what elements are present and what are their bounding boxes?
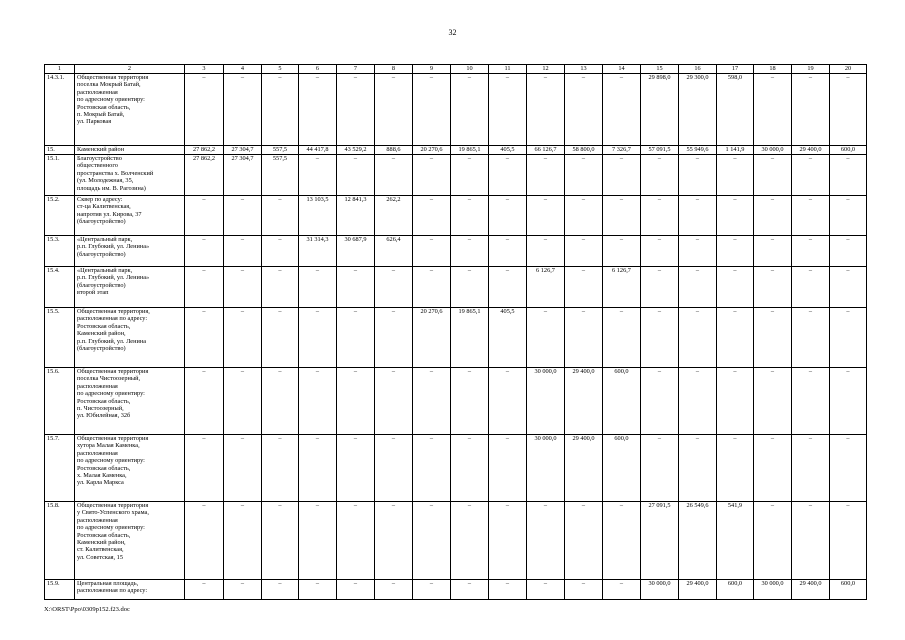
table-row: [45, 146, 867, 155]
value-cell: –: [185, 308, 224, 368]
value-cell: –: [262, 368, 299, 435]
table-row: [45, 580, 867, 600]
table-row: [45, 308, 867, 368]
value-cell: –: [641, 267, 679, 308]
value-cell: –: [224, 580, 262, 600]
row-code-cell: 15.1.: [45, 155, 75, 196]
column-number-cell: 1: [45, 65, 75, 74]
value-cell: –: [451, 502, 489, 580]
value-cell: –: [830, 236, 867, 267]
value-cell: –: [337, 502, 375, 580]
value-cell: –: [451, 196, 489, 236]
value-cell: –: [603, 502, 641, 580]
value-cell: –: [489, 435, 527, 502]
value-cell: –: [754, 74, 792, 146]
value-cell: –: [413, 74, 451, 146]
value-cell: –: [754, 368, 792, 435]
column-number-cell: 10: [451, 65, 489, 74]
value-cell: –: [792, 308, 830, 368]
row-name-cell: «Центральный парк, р.п. Глубокий, ул. Ленина» (благоустройство) второй этап: [75, 267, 185, 308]
value-cell: –: [224, 435, 262, 502]
value-cell: –: [527, 236, 565, 267]
value-cell: 598,0: [717, 74, 754, 146]
value-cell: –: [375, 74, 413, 146]
value-cell: –: [830, 502, 867, 580]
table-row: [45, 236, 867, 267]
value-cell: –: [717, 155, 754, 196]
value-cell: –: [603, 155, 641, 196]
value-cell: –: [489, 155, 527, 196]
value-cell: –: [185, 74, 224, 146]
value-cell: –: [489, 196, 527, 236]
column-number-cell: 15: [641, 65, 679, 74]
value-cell: –: [337, 580, 375, 600]
value-cell: –: [754, 236, 792, 267]
column-number-cell: 6: [299, 65, 337, 74]
value-cell: –: [224, 308, 262, 368]
column-number-row: [45, 65, 867, 74]
value-cell: –: [527, 308, 565, 368]
value-cell: 7 326,7: [603, 146, 641, 155]
column-number-cell: 16: [679, 65, 717, 74]
row-name-cell: «Центральный парк, р.п. Глубокий, ул. Ленина» (благоустройство): [75, 236, 185, 267]
value-cell: –: [451, 580, 489, 600]
row-name-cell: Общественная территория, расположенная по адресу: Ростовская область, Каменский район, р.п. Глубокий, ул. Ленина (благоустройство): [75, 308, 185, 368]
column-number-cell: 3: [185, 65, 224, 74]
table-row: [45, 155, 867, 196]
value-cell: 600,0: [603, 435, 641, 502]
value-cell: –: [489, 74, 527, 146]
row-name-cell: Благоустройство общественного пространства х. Волченский (ул. Молодежная, 35, площадь им. В. Рагозина): [75, 155, 185, 196]
value-cell: –: [830, 308, 867, 368]
value-cell: –: [262, 435, 299, 502]
value-cell: –: [679, 308, 717, 368]
table-row: [45, 368, 867, 435]
value-cell: –: [565, 155, 603, 196]
value-cell: –: [185, 267, 224, 308]
value-cell: –: [603, 580, 641, 600]
value-cell: 31 314,3: [299, 236, 337, 267]
value-cell: 29 400,0: [792, 146, 830, 155]
value-cell: –: [641, 435, 679, 502]
value-cell: –: [224, 196, 262, 236]
value-cell: –: [679, 155, 717, 196]
value-cell: –: [641, 308, 679, 368]
column-number-cell: 18: [754, 65, 792, 74]
row-name-cell: Общественная территория хутора Малая Каменка, расположенная по адресному ориентиру: Ростовская область, х. Малая Каменка, ул. Карла Маркса: [75, 435, 185, 502]
value-cell: –: [565, 308, 603, 368]
value-cell: –: [679, 196, 717, 236]
value-cell: 20 270,6: [413, 146, 451, 155]
value-cell: –: [679, 435, 717, 502]
value-cell: –: [489, 236, 527, 267]
value-cell: –: [262, 196, 299, 236]
value-cell: –: [413, 580, 451, 600]
budget-table-container: [44, 64, 860, 600]
value-cell: –: [451, 155, 489, 196]
value-cell: –: [565, 580, 603, 600]
value-cell: –: [224, 74, 262, 146]
value-cell: –: [792, 155, 830, 196]
value-cell: –: [413, 155, 451, 196]
value-cell: –: [489, 267, 527, 308]
value-cell: 626,4: [375, 236, 413, 267]
value-cell: –: [830, 196, 867, 236]
value-cell: 30 000,0: [754, 580, 792, 600]
row-code-cell: 15.4.: [45, 267, 75, 308]
value-cell: –: [754, 267, 792, 308]
value-cell: –: [565, 267, 603, 308]
value-cell: –: [679, 236, 717, 267]
value-cell: –: [641, 368, 679, 435]
row-name-cell: Каменский район: [75, 146, 185, 155]
value-cell: –: [262, 236, 299, 267]
value-cell: –: [413, 236, 451, 267]
value-cell: –: [185, 435, 224, 502]
value-cell: 27 304,7: [224, 155, 262, 196]
value-cell: –: [754, 308, 792, 368]
value-cell: 19 865,1: [451, 146, 489, 155]
value-cell: 27 862,2: [185, 155, 224, 196]
value-cell: –: [299, 368, 337, 435]
value-cell: –: [337, 74, 375, 146]
value-cell: –: [299, 502, 337, 580]
value-cell: –: [451, 435, 489, 502]
value-cell: –: [299, 435, 337, 502]
value-cell: 55 949,6: [679, 146, 717, 155]
table-row: [45, 267, 867, 308]
value-cell: –: [299, 267, 337, 308]
value-cell: –: [792, 267, 830, 308]
column-number-cell: 20: [830, 65, 867, 74]
value-cell: –: [527, 196, 565, 236]
value-cell: –: [337, 435, 375, 502]
value-cell: 29 400,0: [792, 580, 830, 600]
value-cell: 600,0: [830, 146, 867, 155]
value-cell: 557,5: [262, 155, 299, 196]
value-cell: –: [717, 368, 754, 435]
value-cell: 27 304,7: [224, 146, 262, 155]
value-cell: –: [375, 502, 413, 580]
value-cell: –: [565, 502, 603, 580]
value-cell: –: [754, 196, 792, 236]
value-cell: –: [375, 308, 413, 368]
value-cell: –: [451, 267, 489, 308]
value-cell: –: [337, 267, 375, 308]
value-cell: –: [603, 74, 641, 146]
value-cell: –: [262, 308, 299, 368]
value-cell: 600,0: [830, 580, 867, 600]
value-cell: –: [262, 502, 299, 580]
column-number-cell: 4: [224, 65, 262, 74]
value-cell: –: [830, 435, 867, 502]
value-cell: 13 103,5: [299, 196, 337, 236]
column-number-cell: 14: [603, 65, 641, 74]
value-cell: –: [679, 368, 717, 435]
value-cell: –: [527, 155, 565, 196]
value-cell: –: [375, 580, 413, 600]
value-cell: 29 300,0: [679, 74, 717, 146]
value-cell: –: [717, 308, 754, 368]
value-cell: 30 687,9: [337, 236, 375, 267]
row-name-cell: Общественная территория у Свято-Успенского храма, расположенная по адресному ориентиру: Ростовская область, Каменский район, ст. Калитвенская, ул. Советская, 15: [75, 502, 185, 580]
value-cell: –: [830, 155, 867, 196]
value-cell: –: [413, 267, 451, 308]
value-cell: –: [717, 435, 754, 502]
row-name-cell: Сквер по адресу: ст-ца Калитвенская, напротив ул. Кирова, 37 (благоустройство): [75, 196, 185, 236]
value-cell: –: [185, 196, 224, 236]
value-cell: 29 400,0: [679, 580, 717, 600]
value-cell: –: [792, 435, 830, 502]
value-cell: 58 800,0: [565, 146, 603, 155]
value-cell: 19 865,1: [451, 308, 489, 368]
row-code-cell: 15.9.: [45, 580, 75, 600]
table-body: [45, 65, 867, 600]
value-cell: 262,2: [375, 196, 413, 236]
value-cell: –: [413, 435, 451, 502]
row-code-cell: 15.8.: [45, 502, 75, 580]
value-cell: 405,5: [489, 146, 527, 155]
value-cell: –: [413, 502, 451, 580]
row-code-cell: 15.5.: [45, 308, 75, 368]
value-cell: –: [451, 236, 489, 267]
column-number-cell: 12: [527, 65, 565, 74]
row-name-cell: Общественная территория поселка Чистоозерный, расположенная по адресному ориентиру: Ростовская область, п. Чистоозерный, ул. Юбилейная, 32б: [75, 368, 185, 435]
column-number-cell: 19: [792, 65, 830, 74]
value-cell: –: [792, 236, 830, 267]
column-number-cell: 17: [717, 65, 754, 74]
value-cell: –: [337, 155, 375, 196]
page-number: 32: [448, 28, 457, 37]
value-cell: –: [299, 155, 337, 196]
value-cell: 30 000,0: [641, 580, 679, 600]
value-cell: –: [603, 236, 641, 267]
value-cell: –: [413, 196, 451, 236]
value-cell: –: [224, 502, 262, 580]
value-cell: –: [792, 502, 830, 580]
column-number-cell: 7: [337, 65, 375, 74]
value-cell: 405,5: [489, 308, 527, 368]
value-cell: 27 091,5: [641, 502, 679, 580]
value-cell: –: [830, 267, 867, 308]
value-cell: 600,0: [717, 580, 754, 600]
table-row: [45, 435, 867, 502]
value-cell: –: [224, 236, 262, 267]
value-cell: 6 126,7: [527, 267, 565, 308]
row-code-cell: 15.3.: [45, 236, 75, 267]
value-cell: 44 417,8: [299, 146, 337, 155]
value-cell: –: [299, 308, 337, 368]
value-cell: 600,0: [603, 368, 641, 435]
value-cell: –: [185, 580, 224, 600]
row-code-cell: 15.6.: [45, 368, 75, 435]
value-cell: –: [754, 502, 792, 580]
value-cell: –: [224, 368, 262, 435]
value-cell: 29 898,0: [641, 74, 679, 146]
row-name-cell: Общественная территория поселка Мокрый Батай, расположенная по адресному ориентиру: Ростовская область, п. Мокрый Батай, ул. Парковая: [75, 74, 185, 146]
value-cell: 66 126,7: [527, 146, 565, 155]
value-cell: 20 270,6: [413, 308, 451, 368]
table-row: [45, 502, 867, 580]
value-cell: –: [641, 196, 679, 236]
value-cell: –: [717, 196, 754, 236]
value-cell: 43 529,2: [337, 146, 375, 155]
value-cell: –: [262, 580, 299, 600]
value-cell: –: [717, 267, 754, 308]
value-cell: –: [185, 368, 224, 435]
value-cell: –: [527, 74, 565, 146]
value-cell: –: [792, 74, 830, 146]
row-code-cell: 14.3.1.: [45, 74, 75, 146]
value-cell: –: [185, 502, 224, 580]
value-cell: –: [451, 368, 489, 435]
value-cell: –: [299, 580, 337, 600]
footer-file-path: X:\ORST\Ppo\0309p152.f23.doc: [44, 606, 130, 613]
value-cell: 29 400,0: [565, 368, 603, 435]
value-cell: –: [489, 368, 527, 435]
value-cell: –: [603, 196, 641, 236]
value-cell: –: [375, 267, 413, 308]
value-cell: –: [565, 196, 603, 236]
value-cell: –: [489, 580, 527, 600]
value-cell: –: [375, 155, 413, 196]
value-cell: 29 400,0: [565, 435, 603, 502]
column-number-cell: 11: [489, 65, 527, 74]
value-cell: –: [830, 74, 867, 146]
value-cell: –: [754, 435, 792, 502]
value-cell: –: [375, 368, 413, 435]
value-cell: 27 862,2: [185, 146, 224, 155]
table-row: [45, 196, 867, 236]
value-cell: –: [830, 368, 867, 435]
value-cell: –: [679, 267, 717, 308]
value-cell: –: [565, 236, 603, 267]
column-number-cell: 13: [565, 65, 603, 74]
value-cell: –: [565, 74, 603, 146]
value-cell: 888,6: [375, 146, 413, 155]
value-cell: 30 000,0: [527, 435, 565, 502]
value-cell: –: [299, 74, 337, 146]
row-name-cell: Центральная площадь, расположенная по адресу:: [75, 580, 185, 600]
value-cell: –: [262, 74, 299, 146]
column-number-cell: 2: [75, 65, 185, 74]
column-number-cell: 9: [413, 65, 451, 74]
table-row: [45, 74, 867, 146]
value-cell: –: [527, 502, 565, 580]
value-cell: 12 841,3: [337, 196, 375, 236]
value-cell: 30 000,0: [527, 368, 565, 435]
row-code-cell: 15.2.: [45, 196, 75, 236]
value-cell: –: [717, 236, 754, 267]
column-number-cell: 8: [375, 65, 413, 74]
value-cell: 57 091,5: [641, 146, 679, 155]
value-cell: –: [603, 308, 641, 368]
value-cell: –: [754, 155, 792, 196]
value-cell: –: [224, 267, 262, 308]
value-cell: 557,5: [262, 146, 299, 155]
value-cell: –: [337, 308, 375, 368]
value-cell: 1 141,9: [717, 146, 754, 155]
column-number-cell: 5: [262, 65, 299, 74]
row-code-cell: 15.: [45, 146, 75, 155]
value-cell: 6 126,7: [603, 267, 641, 308]
budget-table: [44, 64, 867, 600]
value-cell: –: [641, 155, 679, 196]
value-cell: –: [792, 368, 830, 435]
value-cell: –: [337, 368, 375, 435]
value-cell: –: [413, 368, 451, 435]
value-cell: –: [527, 580, 565, 600]
value-cell: –: [641, 236, 679, 267]
value-cell: 30 000,0: [754, 146, 792, 155]
value-cell: –: [451, 74, 489, 146]
value-cell: –: [185, 236, 224, 267]
value-cell: 26 549,6: [679, 502, 717, 580]
value-cell: –: [262, 267, 299, 308]
row-code-cell: 15.7.: [45, 435, 75, 502]
value-cell: –: [489, 502, 527, 580]
value-cell: 541,9: [717, 502, 754, 580]
value-cell: –: [792, 196, 830, 236]
value-cell: –: [375, 435, 413, 502]
